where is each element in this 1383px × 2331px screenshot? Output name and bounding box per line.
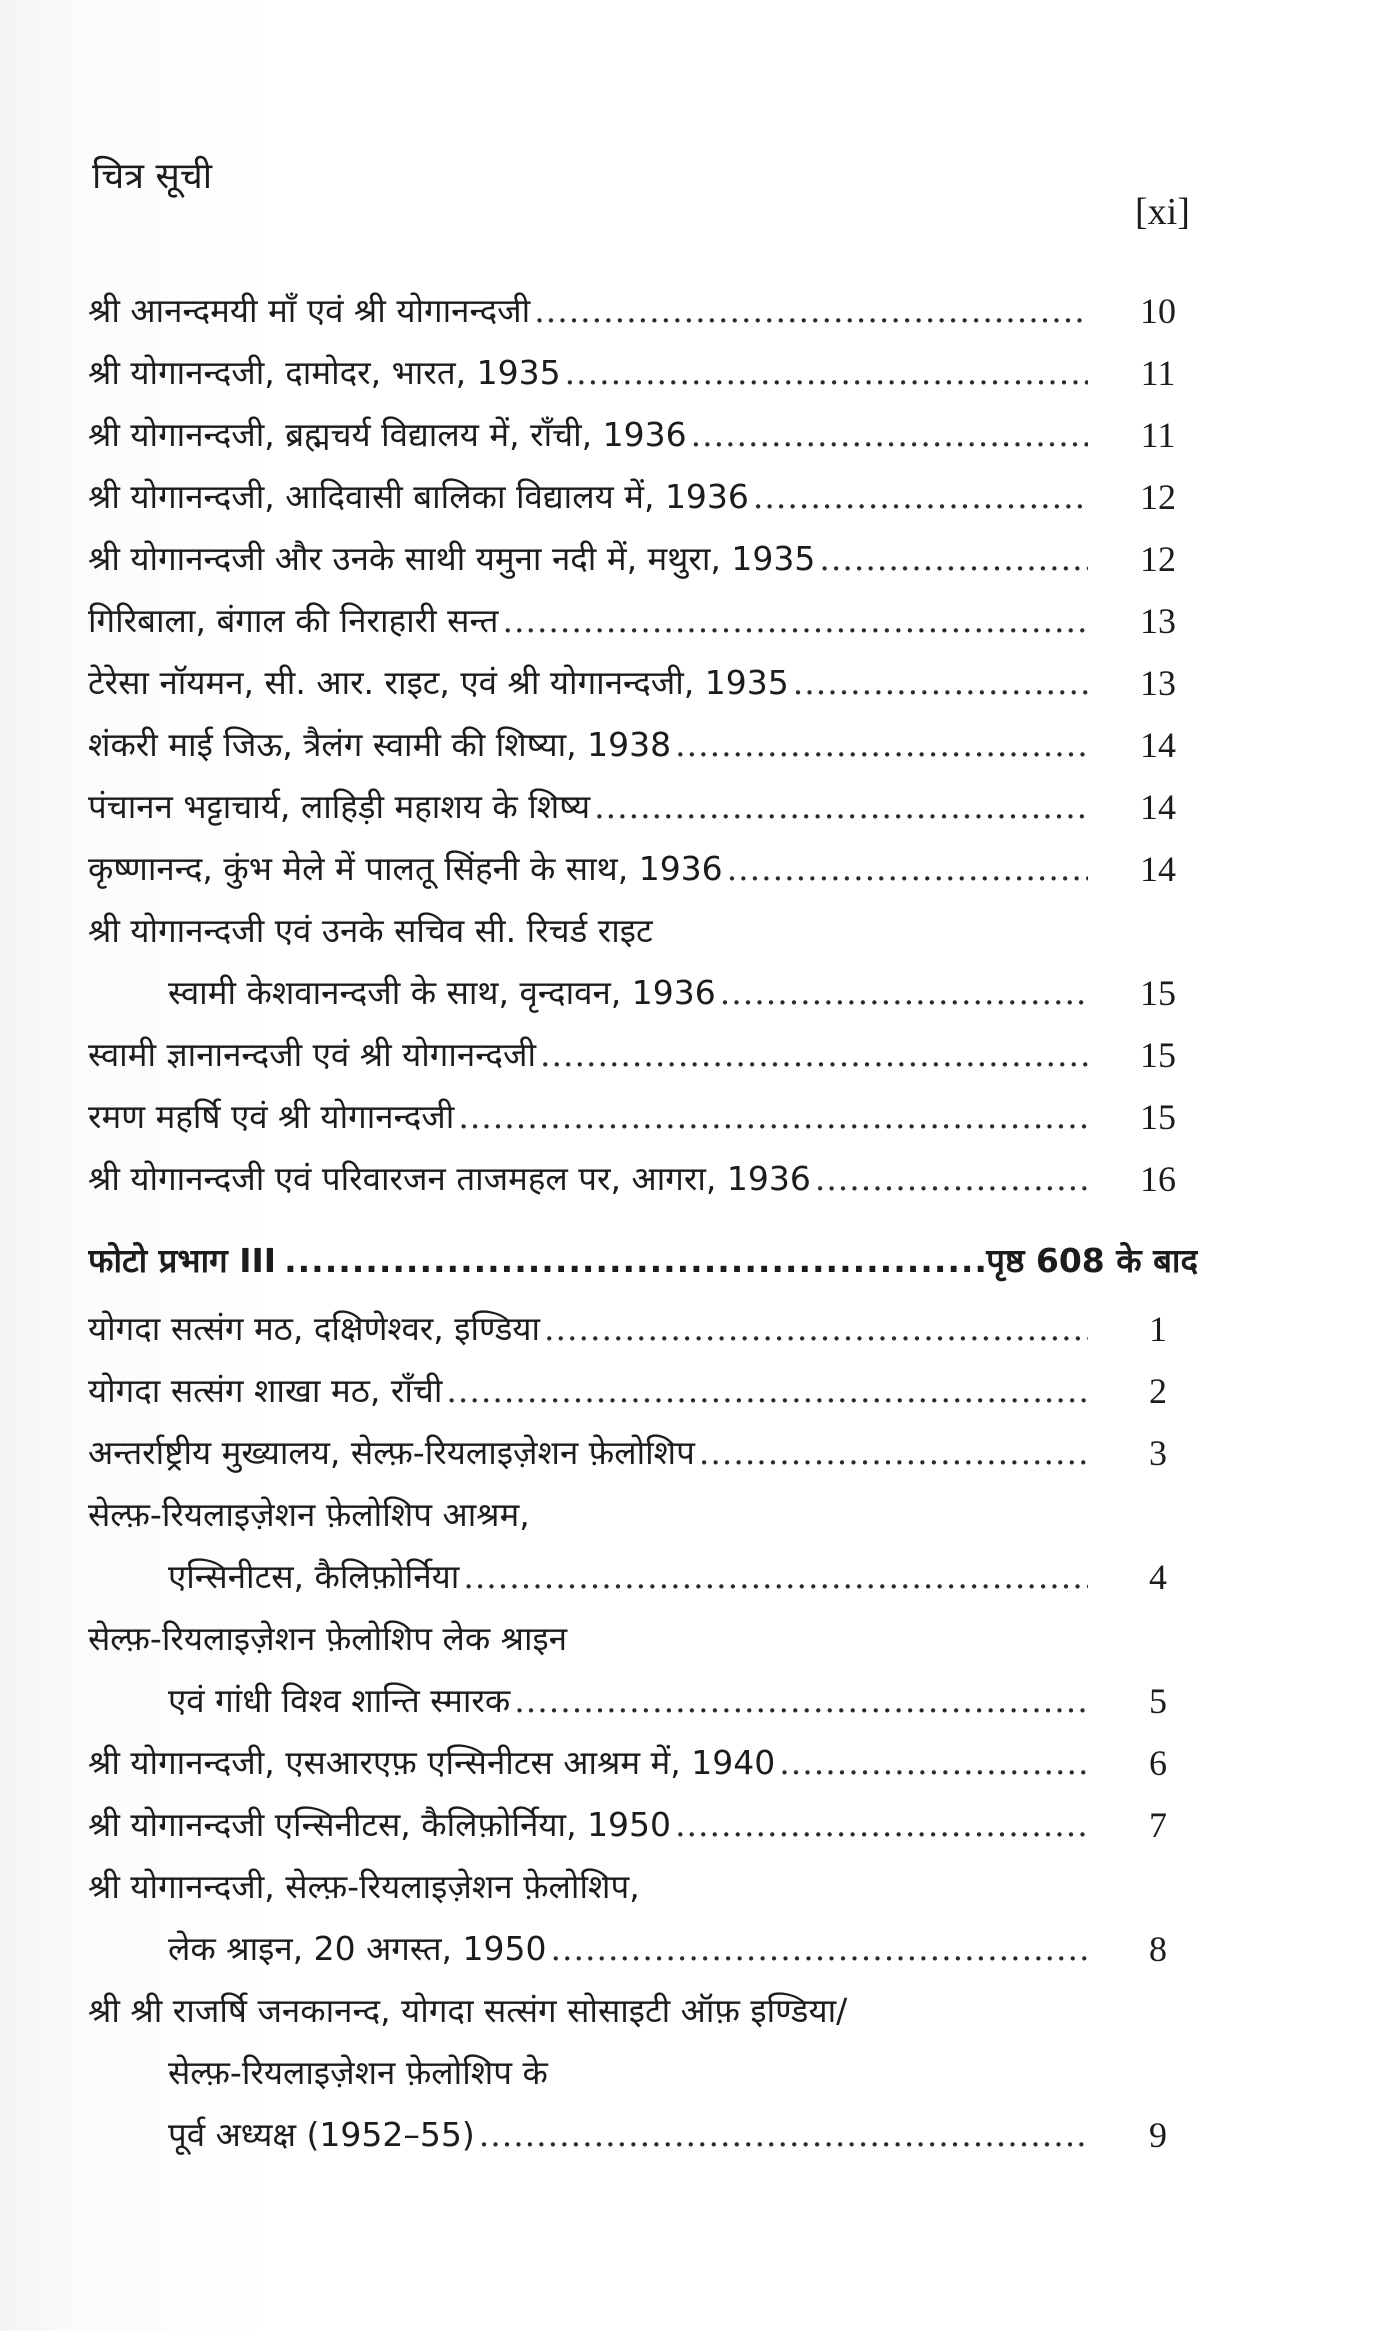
section-label: फोटो प्रभाग III <box>88 1241 277 1280</box>
entry-caption: श्री योगानन्दजी एवं उनके सचिव सी. रिचर्ड राइट <box>88 911 653 950</box>
entry-caption: पंचानन भट्टाचार्य, लाहिड़ी महाशय के शिष्य <box>88 787 591 826</box>
entry-page-number: 1 <box>1149 1309 1167 1349</box>
list-item <box>88 838 1198 900</box>
entry-group-photos-iii <box>88 1298 1198 2166</box>
entry-line <box>88 1794 1088 1856</box>
entry-caption: श्री योगानन्दजी और उनके साथी यमुना नदी में, मथुरा, 1935 <box>88 539 816 578</box>
list-item <box>88 590 1198 652</box>
entry-caption: सेल्फ़-रियलाइज़ेशन फ़ेलोशिप लेक श्राइन <box>88 1619 568 1658</box>
entry-page-number: 12 <box>1140 539 1176 579</box>
leader-dots <box>547 1918 1089 1980</box>
entry-line <box>88 590 1088 652</box>
list-item <box>88 1148 1198 1210</box>
leader-dots <box>723 838 1088 900</box>
entry-line <box>88 528 1088 590</box>
entry-line <box>88 404 1088 466</box>
leader-dots <box>671 714 1088 776</box>
entry-page-number: 14 <box>1140 725 1176 765</box>
list-item <box>88 1298 1198 1360</box>
entry-page-number: 9 <box>1149 2115 1167 2155</box>
leader-dots <box>775 1732 1088 1794</box>
entry-caption: कृष्णानन्द, कुंभ मेले में पालतू सिंहनी के साथ, 1936 <box>88 849 723 888</box>
entry-line <box>88 1422 1088 1484</box>
entry-line <box>88 1856 1088 1918</box>
entry-page-number: 6 <box>1149 1743 1167 1783</box>
entry-caption: श्री योगानन्दजी एन्सिनीटस, कैलिफ़ोर्निया, 1950 <box>88 1805 672 1844</box>
running-head: चित्र सूची <box>92 156 213 197</box>
entry-line <box>88 1148 1088 1210</box>
entry-caption: रमण महर्षि एवं श्री योगानन्दजी <box>88 1097 455 1136</box>
entry-caption: सेल्फ़-रियलाइज़ेशन फ़ेलोशिप के <box>168 2053 548 2092</box>
entry-page-number: 15 <box>1140 1035 1176 1075</box>
leader-dots <box>510 1670 1088 1732</box>
entry-page-number: 15 <box>1140 1097 1176 1137</box>
entry-line <box>88 776 1088 838</box>
leader-dots <box>454 1086 1088 1148</box>
section-heading <box>88 1230 1198 1292</box>
entry-line <box>88 714 1088 776</box>
entry-page-number: 11 <box>1140 415 1176 455</box>
entry-page-number: 13 <box>1140 663 1176 703</box>
entry-caption: सेल्फ़-रियलाइज़ेशन फ़ेलोशिप आश्रम, <box>88 1495 530 1534</box>
entry-line <box>88 1484 1088 1546</box>
list-item <box>88 652 1198 714</box>
list-item <box>88 1856 1198 1980</box>
entry-caption: गिरिबाला, बंगाल की निराहारी सन्त <box>88 601 499 640</box>
entry-line <box>88 962 1088 1024</box>
leader-dots <box>695 1422 1088 1484</box>
entry-page-number: 11 <box>1140 353 1176 393</box>
entry-caption: श्री योगानन्दजी एवं परिवारजन ताजमहल पर, आगरा, 1936 <box>88 1159 811 1198</box>
entry-line <box>88 1546 1088 1608</box>
list-item <box>88 1794 1198 1856</box>
leader-dots <box>815 528 1088 590</box>
section-target: पृष्ठ 608 के बाद <box>986 1241 1198 1280</box>
entry-caption: शंकरी माई जिऊ, त्रैलंग स्वामी की शिष्या, 1938 <box>88 725 672 764</box>
entry-page-number: 14 <box>1140 787 1176 827</box>
entry-group-photos-ii <box>88 280 1198 1210</box>
list-item <box>88 1484 1198 1608</box>
leader-dots <box>475 2104 1088 2166</box>
entry-line <box>88 1024 1088 1086</box>
entry-caption: श्री आनन्दमयी माँ एवं श्री योगानन्दजी <box>88 291 531 330</box>
list-item <box>88 466 1198 528</box>
entry-page-number: 4 <box>1149 1557 1167 1597</box>
list-item <box>88 1980 1198 2166</box>
leader-dots <box>749 466 1088 528</box>
entry-line <box>88 838 1088 900</box>
list-item <box>88 1608 1198 1732</box>
list-item <box>88 714 1198 776</box>
page-number: [xi] <box>1135 191 1190 233</box>
entry-line <box>88 466 1088 528</box>
entry-page-number: 15 <box>1140 973 1176 1013</box>
entry-caption: श्री श्री राजर्षि जनकानन्द, योगदा सत्संग सोसाइटी ऑफ़ इण्डिया/ <box>88 1991 848 2030</box>
entry-caption: श्री योगानन्दजी, एसआरएफ़ एन्सिनीटस आश्रम में, 1940 <box>88 1743 776 1782</box>
entry-page-number: 16 <box>1140 1159 1176 1199</box>
list-item <box>88 1360 1198 1422</box>
entry-caption: लेक श्राइन, 20 अगस्त, 1950 <box>168 1929 547 1968</box>
entry-page-number: 8 <box>1149 1929 1167 1969</box>
entry-line <box>88 1298 1088 1360</box>
entry-line <box>88 1732 1088 1794</box>
entry-page-number: 7 <box>1149 1805 1167 1845</box>
list-item <box>88 900 1198 1024</box>
leader-dots <box>442 1360 1088 1422</box>
entry-line <box>88 1670 1088 1732</box>
entry-caption: योगदा सत्संग मठ, दक्षिणेश्वर, इण्डिया <box>88 1309 541 1348</box>
entry-line <box>88 1918 1088 1980</box>
list-item <box>88 280 1198 342</box>
leader-dots <box>540 1298 1088 1360</box>
entry-line <box>88 900 1088 962</box>
list-item <box>88 1024 1198 1086</box>
list-item <box>88 1086 1198 1148</box>
entry-line <box>88 2042 1088 2104</box>
list-item <box>88 528 1198 590</box>
leader-dots <box>530 280 1088 342</box>
leader-dots <box>459 1546 1088 1608</box>
entry-caption: एन्सिनीटस, कैलिफ़ोर्निया <box>168 1557 460 1596</box>
entry-page-number: 14 <box>1140 849 1176 889</box>
entry-caption: टेरेसा नॉयमन, सी. आर. राइट, एवं श्री योगानन्दजी, 1935 <box>88 663 789 702</box>
list-item <box>88 776 1198 838</box>
entry-caption: अन्तर्राष्ट्रीय मुख्यालय, सेल्फ़-रियलाइज़ेशन फ़ेलोशिप <box>88 1433 695 1472</box>
leader-dots <box>789 652 1088 714</box>
entry-caption: श्री योगानन्दजी, आदिवासी बालिका विद्यालय में, 1936 <box>88 477 749 516</box>
entry-page-number: 13 <box>1140 601 1176 641</box>
leader-dots <box>561 342 1088 404</box>
entry-page-number: 12 <box>1140 477 1176 517</box>
entry-caption: श्री योगानन्दजी, ब्रह्मचर्य विद्यालय में, राँची, 1936 <box>88 415 687 454</box>
entry-page-number: 3 <box>1149 1433 1167 1473</box>
entry-line <box>88 1360 1088 1422</box>
entry-caption: श्री योगानन्दजी, दामोदर, भारत, 1935 <box>88 353 561 392</box>
entry-page-number: 10 <box>1140 291 1176 331</box>
list-item <box>88 1422 1198 1484</box>
leader-dots <box>671 1794 1088 1856</box>
entry-page-number: 2 <box>1149 1371 1167 1411</box>
entry-caption: स्वामी ज्ञानानन्दजी एवं श्री योगानन्दजी <box>88 1035 536 1074</box>
list-item <box>88 342 1198 404</box>
leader-dots <box>716 962 1088 1024</box>
entry-caption: स्वामी केशवानन्दजी के साथ, वृन्दावन, 1936 <box>168 973 716 1012</box>
leader-dots <box>276 1230 986 1292</box>
list-item <box>88 1732 1198 1794</box>
entry-caption: पूर्व अध्यक्ष (1952–55) <box>168 2115 475 2154</box>
entry-line <box>88 1086 1088 1148</box>
entry-caption: एवं गांधी विश्व शान्ति स्मारक <box>168 1681 511 1720</box>
entry-line <box>88 1980 1088 2042</box>
entry-line <box>88 652 1088 714</box>
leader-dots <box>590 776 1088 838</box>
entry-line <box>88 1608 1088 1670</box>
list-item <box>88 404 1198 466</box>
entry-caption: योगदा सत्संग शाखा मठ, राँची <box>88 1371 443 1410</box>
entry-line <box>88 342 1088 404</box>
entry-line <box>88 280 1088 342</box>
entry-page-number: 5 <box>1149 1681 1167 1721</box>
illustration-list <box>88 280 1198 2166</box>
entry-line <box>88 2104 1088 2166</box>
leader-dots <box>498 590 1088 652</box>
leader-dots <box>536 1024 1088 1086</box>
entry-caption: श्री योगानन्दजी, सेल्फ़-रियलाइज़ेशन फ़ेलोशिप, <box>88 1867 640 1906</box>
leader-dots <box>687 404 1088 466</box>
leader-dots <box>811 1148 1088 1210</box>
